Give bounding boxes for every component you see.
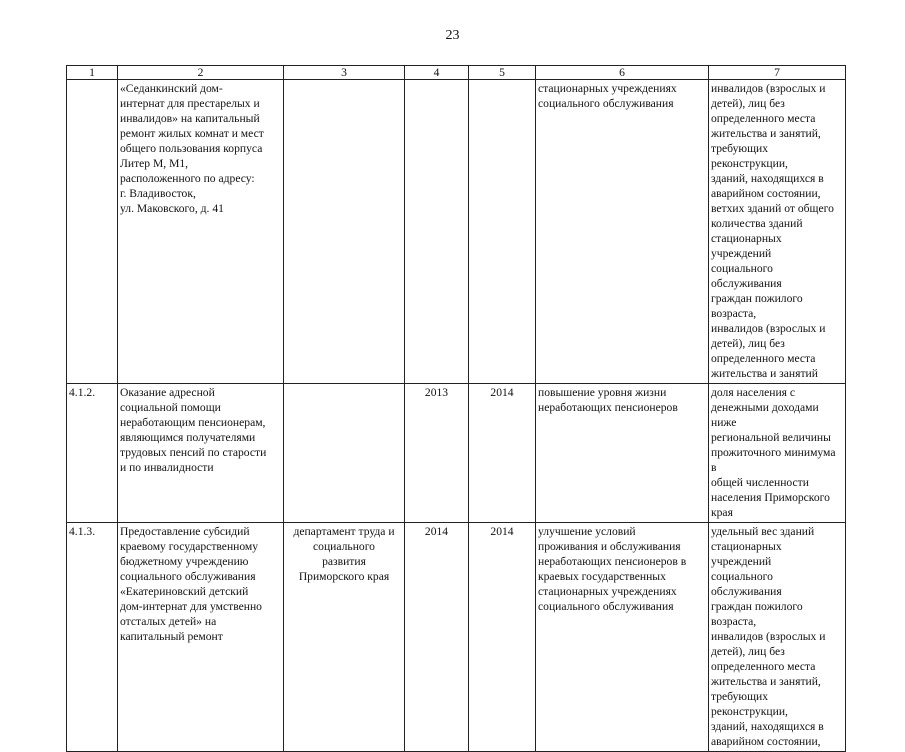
item-name-cell: Предоставление субсидий краевому государственному бюджетному учреждению социального обслуживания «Екатериновский детский дом-интернат для умственно отсталых детей» на капитальный ремонт — [118, 523, 284, 752]
item-name-cell: Оказание адресной социальной помощи неработающим пенсионерам, являющимся получателями трудовых пенсий по старости и по инвалидности — [118, 384, 284, 523]
column-header: 4 — [405, 66, 469, 80]
end-year-cell — [469, 80, 536, 384]
item-name-cell: «Седанкинский дом- интернат для престарелых и инвалидов» на капитальный ремонт жилых комнат и мест общего пользования корпуса Литер М, М1, расположенного по адресу: г. Владивосток, ул. Маковского, д. 41 — [118, 80, 284, 384]
column-header: 5 — [469, 66, 536, 80]
item-number-cell: 4.1.2. — [67, 384, 118, 523]
column-header: 3 — [284, 66, 405, 80]
start-year-cell: 2014 — [405, 523, 469, 752]
end-year-cell: 2014 — [469, 384, 536, 523]
indicator-cell: инвалидов (взрослых и детей), лиц без определенного места жительства и занятий, требующих реконструкции, зданий, находящихся в аварийном состоянии, ветхих зданий от общего количества зданий стационарных учреждений социального обслуживания граждан пожилого возраста, инвалидов (взрослых и детей), лиц без определенного места жительства и занятий — [709, 80, 846, 384]
indicator-cell: удельный вес зданий стационарных учреждений социального обслуживания граждан пожилого возраста, инвалидов (взрослых и детей), лиц без определенного места жительства и занятий, требующих реконструкции, зданий, находящихся в аварийном состоянии, — [709, 523, 846, 752]
start-year-cell — [405, 80, 469, 384]
result-cell: улучшение условий проживания и обслуживания неработающих пенсионеров в краевых государственных стационарных учреждениях социального обслуживания — [536, 523, 709, 752]
end-year-cell: 2014 — [469, 523, 536, 752]
result-cell: стационарных учреждениях социального обслуживания — [536, 80, 709, 384]
page-number: 23 — [445, 28, 460, 43]
item-number-cell — [67, 80, 118, 384]
item-number-cell: 4.1.3. — [67, 523, 118, 752]
result-cell: повышение уровня жизни неработающих пенсионеров — [536, 384, 709, 523]
executor-cell: департамент труда и социального развития Приморского края — [284, 523, 405, 752]
start-year-cell: 2013 — [405, 384, 469, 523]
executor-cell — [284, 384, 405, 523]
indicator-cell: доля населения с денежными доходами ниже региональной величины прожиточного минимума в общей численности населения Приморского края — [709, 384, 846, 523]
executor-cell — [284, 80, 405, 384]
column-header: 1 — [67, 66, 118, 80]
column-header: 2 — [118, 66, 284, 80]
column-header: 7 — [709, 66, 846, 80]
table-row — [67, 80, 846, 384]
table-row — [67, 523, 846, 752]
program-table — [66, 65, 846, 752]
table-header-row — [67, 66, 846, 80]
table-row — [67, 384, 846, 523]
column-header: 6 — [536, 66, 709, 80]
